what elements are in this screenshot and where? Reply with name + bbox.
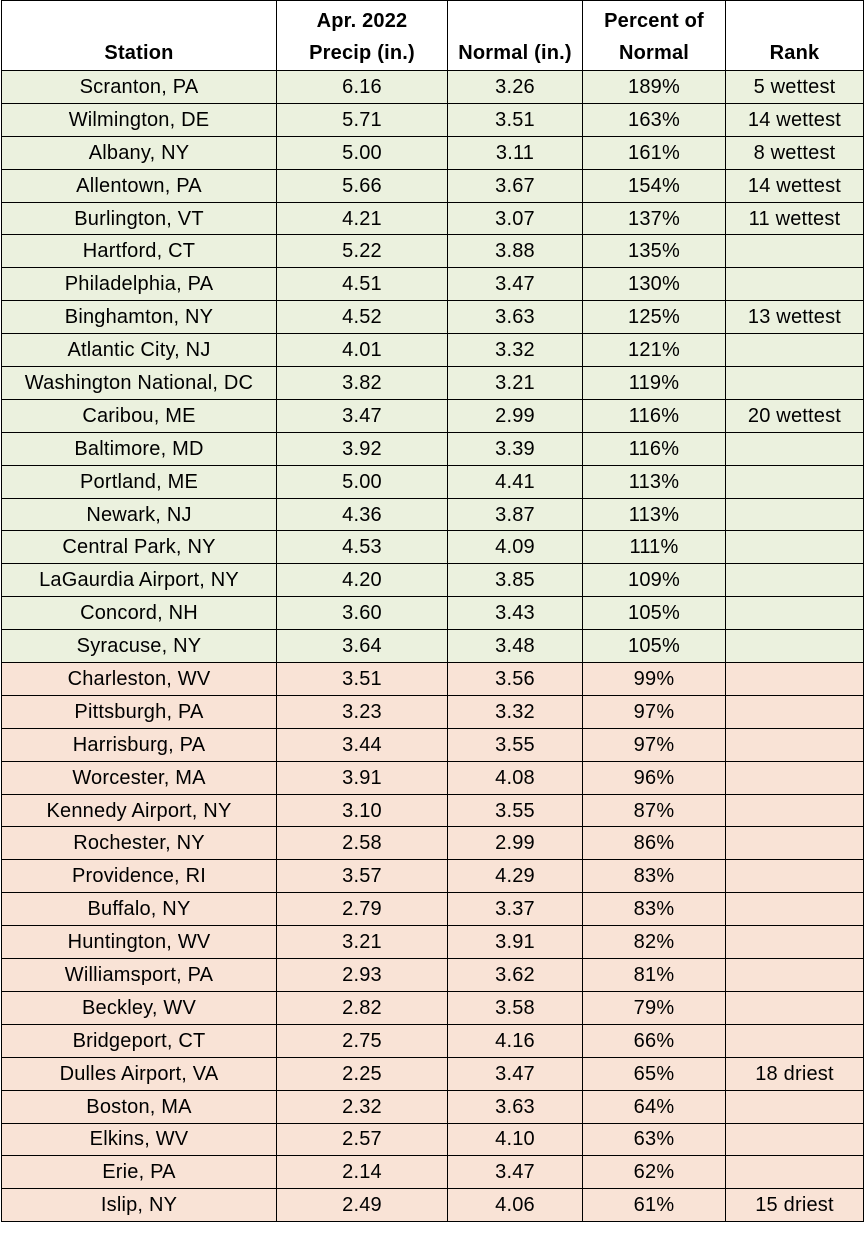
cell-station: Providence, RI bbox=[2, 860, 277, 893]
cell-station: Erie, PA bbox=[2, 1156, 277, 1189]
cell-station: LaGaurdia Airport, NY bbox=[2, 564, 277, 597]
cell-normal: 3.48 bbox=[448, 630, 583, 663]
cell-station: Charleston, WV bbox=[2, 663, 277, 696]
cell-rank bbox=[726, 695, 864, 728]
cell-percent: 97% bbox=[583, 728, 726, 761]
cell-normal: 3.32 bbox=[448, 334, 583, 367]
cell-normal: 3.47 bbox=[448, 1156, 583, 1189]
table-row bbox=[2, 465, 864, 498]
cell-station: Worcester, MA bbox=[2, 761, 277, 794]
cell-normal: 3.43 bbox=[448, 597, 583, 630]
cell-rank bbox=[726, 893, 864, 926]
cell-precip: 3.92 bbox=[277, 432, 448, 465]
cell-rank bbox=[726, 728, 864, 761]
table-row bbox=[2, 663, 864, 696]
cell-precip: 2.25 bbox=[277, 1057, 448, 1090]
cell-precip: 4.51 bbox=[277, 268, 448, 301]
cell-station: Hartford, CT bbox=[2, 235, 277, 268]
cell-precip: 4.21 bbox=[277, 202, 448, 235]
cell-precip: 3.21 bbox=[277, 926, 448, 959]
cell-normal: 3.32 bbox=[448, 695, 583, 728]
cell-percent: 79% bbox=[583, 991, 726, 1024]
cell-percent: 116% bbox=[583, 432, 726, 465]
table-row bbox=[2, 991, 864, 1024]
cell-percent: 97% bbox=[583, 695, 726, 728]
table-row bbox=[2, 926, 864, 959]
cell-percent: 99% bbox=[583, 663, 726, 696]
cell-rank bbox=[726, 1123, 864, 1156]
cell-rank bbox=[726, 235, 864, 268]
table-row bbox=[2, 498, 864, 531]
table-header bbox=[2, 1, 864, 71]
cell-normal: 4.06 bbox=[448, 1189, 583, 1222]
cell-rank: 14 wettest bbox=[726, 169, 864, 202]
cell-precip: 2.49 bbox=[277, 1189, 448, 1222]
cell-precip: 3.91 bbox=[277, 761, 448, 794]
cell-rank: 11 wettest bbox=[726, 202, 864, 235]
cell-precip: 2.32 bbox=[277, 1090, 448, 1123]
cell-station: Rochester, NY bbox=[2, 827, 277, 860]
cell-normal: 2.99 bbox=[448, 399, 583, 432]
cell-precip: 2.75 bbox=[277, 1024, 448, 1057]
cell-station: Buffalo, NY bbox=[2, 893, 277, 926]
cell-precip: 2.82 bbox=[277, 991, 448, 1024]
cell-station: Boston, MA bbox=[2, 1090, 277, 1123]
cell-precip: 3.23 bbox=[277, 695, 448, 728]
cell-precip: 5.00 bbox=[277, 465, 448, 498]
cell-percent: 62% bbox=[583, 1156, 726, 1189]
cell-station: Islip, NY bbox=[2, 1189, 277, 1222]
cell-precip: 4.20 bbox=[277, 564, 448, 597]
cell-normal: 3.39 bbox=[448, 432, 583, 465]
cell-normal: 3.55 bbox=[448, 728, 583, 761]
cell-rank bbox=[726, 959, 864, 992]
header-station bbox=[2, 1, 277, 71]
cell-station: Scranton, PA bbox=[2, 71, 277, 104]
cell-normal: 3.55 bbox=[448, 794, 583, 827]
cell-station: Caribou, ME bbox=[2, 399, 277, 432]
table-row bbox=[2, 1123, 864, 1156]
header-precip bbox=[277, 1, 448, 71]
table-row bbox=[2, 235, 864, 268]
header-rank-label: Rank bbox=[769, 42, 820, 64]
cell-percent: 83% bbox=[583, 893, 726, 926]
cell-normal: 3.47 bbox=[448, 268, 583, 301]
cell-rank bbox=[726, 1024, 864, 1057]
cell-rank bbox=[726, 991, 864, 1024]
cell-station: Binghamton, NY bbox=[2, 301, 277, 334]
cell-rank bbox=[726, 663, 864, 696]
cell-precip: 3.60 bbox=[277, 597, 448, 630]
cell-precip: 3.47 bbox=[277, 399, 448, 432]
cell-rank bbox=[726, 827, 864, 860]
header-precip-line2: Precip (in.) bbox=[309, 42, 415, 64]
cell-normal: 3.51 bbox=[448, 103, 583, 136]
cell-normal: 3.47 bbox=[448, 1057, 583, 1090]
cell-percent: 125% bbox=[583, 301, 726, 334]
table-row bbox=[2, 367, 864, 400]
header-row bbox=[2, 1, 864, 71]
cell-station: Washington National, DC bbox=[2, 367, 277, 400]
cell-percent: 86% bbox=[583, 827, 726, 860]
header-normal bbox=[448, 1, 583, 71]
table-row bbox=[2, 1024, 864, 1057]
header-station-label: Station bbox=[104, 42, 174, 64]
table-row bbox=[2, 136, 864, 169]
cell-precip: 4.01 bbox=[277, 334, 448, 367]
cell-percent: 81% bbox=[583, 959, 726, 992]
cell-rank bbox=[726, 564, 864, 597]
cell-percent: 63% bbox=[583, 1123, 726, 1156]
cell-precip: 3.57 bbox=[277, 860, 448, 893]
cell-rank bbox=[726, 334, 864, 367]
cell-rank bbox=[726, 794, 864, 827]
cell-normal: 3.11 bbox=[448, 136, 583, 169]
cell-precip: 2.79 bbox=[277, 893, 448, 926]
cell-normal: 3.62 bbox=[448, 959, 583, 992]
table-row bbox=[2, 728, 864, 761]
table-row bbox=[2, 959, 864, 992]
cell-normal: 3.56 bbox=[448, 663, 583, 696]
table-row bbox=[2, 1156, 864, 1189]
cell-normal: 3.67 bbox=[448, 169, 583, 202]
cell-station: Huntington, WV bbox=[2, 926, 277, 959]
precipitation-table bbox=[1, 0, 864, 1222]
cell-normal: 3.26 bbox=[448, 71, 583, 104]
cell-rank: 20 wettest bbox=[726, 399, 864, 432]
table-row bbox=[2, 1090, 864, 1123]
cell-percent: 66% bbox=[583, 1024, 726, 1057]
cell-percent: 113% bbox=[583, 498, 726, 531]
table-row bbox=[2, 893, 864, 926]
cell-precip: 4.53 bbox=[277, 531, 448, 564]
cell-normal: 4.16 bbox=[448, 1024, 583, 1057]
cell-station: Burlington, VT bbox=[2, 202, 277, 235]
cell-station: Newark, NJ bbox=[2, 498, 277, 531]
table-row bbox=[2, 761, 864, 794]
cell-rank: 5 wettest bbox=[726, 71, 864, 104]
cell-station: Pittsburgh, PA bbox=[2, 695, 277, 728]
cell-rank bbox=[726, 432, 864, 465]
cell-precip: 5.71 bbox=[277, 103, 448, 136]
cell-rank bbox=[726, 1156, 864, 1189]
cell-precip: 6.16 bbox=[277, 71, 448, 104]
cell-rank bbox=[726, 761, 864, 794]
cell-normal: 3.37 bbox=[448, 893, 583, 926]
cell-rank bbox=[726, 465, 864, 498]
cell-precip: 2.58 bbox=[277, 827, 448, 860]
table-row bbox=[2, 1057, 864, 1090]
table-row bbox=[2, 71, 864, 104]
cell-precip: 4.36 bbox=[277, 498, 448, 531]
cell-normal: 4.41 bbox=[448, 465, 583, 498]
table-row bbox=[2, 1189, 864, 1222]
cell-station: Atlantic City, NJ bbox=[2, 334, 277, 367]
cell-station: Dulles Airport, VA bbox=[2, 1057, 277, 1090]
table-row bbox=[2, 301, 864, 334]
cell-percent: 130% bbox=[583, 268, 726, 301]
cell-percent: 65% bbox=[583, 1057, 726, 1090]
cell-precip: 2.57 bbox=[277, 1123, 448, 1156]
cell-station: Wilmington, DE bbox=[2, 103, 277, 136]
table-row bbox=[2, 794, 864, 827]
cell-precip: 4.52 bbox=[277, 301, 448, 334]
cell-percent: 161% bbox=[583, 136, 726, 169]
table-row bbox=[2, 531, 864, 564]
cell-station: Allentown, PA bbox=[2, 169, 277, 202]
cell-station: Philadelphia, PA bbox=[2, 268, 277, 301]
cell-percent: 113% bbox=[583, 465, 726, 498]
cell-rank bbox=[726, 1090, 864, 1123]
cell-precip: 5.00 bbox=[277, 136, 448, 169]
cell-normal: 3.21 bbox=[448, 367, 583, 400]
cell-normal: 3.91 bbox=[448, 926, 583, 959]
cell-percent: 82% bbox=[583, 926, 726, 959]
cell-station: Bridgeport, CT bbox=[2, 1024, 277, 1057]
cell-percent: 64% bbox=[583, 1090, 726, 1123]
cell-percent: 135% bbox=[583, 235, 726, 268]
header-rank bbox=[726, 1, 864, 71]
cell-percent: 121% bbox=[583, 334, 726, 367]
cell-station: Elkins, WV bbox=[2, 1123, 277, 1156]
cell-precip: 2.93 bbox=[277, 959, 448, 992]
cell-precip: 3.64 bbox=[277, 630, 448, 663]
header-percent-line2: Normal bbox=[618, 42, 690, 64]
cell-rank bbox=[726, 268, 864, 301]
cell-normal: 3.87 bbox=[448, 498, 583, 531]
cell-precip: 3.51 bbox=[277, 663, 448, 696]
table-row bbox=[2, 103, 864, 136]
cell-precip: 5.22 bbox=[277, 235, 448, 268]
cell-normal: 3.88 bbox=[448, 235, 583, 268]
cell-station: Albany, NY bbox=[2, 136, 277, 169]
cell-percent: 87% bbox=[583, 794, 726, 827]
cell-rank: 8 wettest bbox=[726, 136, 864, 169]
cell-rank bbox=[726, 926, 864, 959]
header-percent-line1: Percent of bbox=[604, 10, 704, 32]
table-row bbox=[2, 432, 864, 465]
cell-normal: 2.99 bbox=[448, 827, 583, 860]
header-normal-label: Normal (in.) bbox=[458, 42, 572, 64]
cell-normal: 4.08 bbox=[448, 761, 583, 794]
cell-station: Baltimore, MD bbox=[2, 432, 277, 465]
cell-normal: 3.07 bbox=[448, 202, 583, 235]
cell-percent: 105% bbox=[583, 597, 726, 630]
cell-percent: 111% bbox=[583, 531, 726, 564]
table-row bbox=[2, 597, 864, 630]
cell-station: Kennedy Airport, NY bbox=[2, 794, 277, 827]
cell-normal: 4.10 bbox=[448, 1123, 583, 1156]
cell-rank: 13 wettest bbox=[726, 301, 864, 334]
cell-rank bbox=[726, 367, 864, 400]
cell-rank bbox=[726, 860, 864, 893]
cell-percent: 109% bbox=[583, 564, 726, 597]
table-row bbox=[2, 564, 864, 597]
cell-rank: 18 driest bbox=[726, 1057, 864, 1090]
cell-rank: 14 wettest bbox=[726, 103, 864, 136]
cell-percent: 83% bbox=[583, 860, 726, 893]
cell-rank: 15 driest bbox=[726, 1189, 864, 1222]
cell-percent: 163% bbox=[583, 103, 726, 136]
cell-normal: 3.63 bbox=[448, 1090, 583, 1123]
cell-station: Harrisburg, PA bbox=[2, 728, 277, 761]
table-row bbox=[2, 630, 864, 663]
cell-percent: 189% bbox=[583, 71, 726, 104]
cell-precip: 2.14 bbox=[277, 1156, 448, 1189]
cell-percent: 154% bbox=[583, 169, 726, 202]
cell-station: Syracuse, NY bbox=[2, 630, 277, 663]
cell-precip: 3.44 bbox=[277, 728, 448, 761]
cell-precip: 3.82 bbox=[277, 367, 448, 400]
table-row bbox=[2, 695, 864, 728]
cell-percent: 96% bbox=[583, 761, 726, 794]
table-row bbox=[2, 202, 864, 235]
cell-rank bbox=[726, 630, 864, 663]
table-row bbox=[2, 860, 864, 893]
table-row bbox=[2, 399, 864, 432]
cell-precip: 5.66 bbox=[277, 169, 448, 202]
cell-normal: 3.58 bbox=[448, 991, 583, 1024]
cell-normal: 4.09 bbox=[448, 531, 583, 564]
table-row bbox=[2, 827, 864, 860]
cell-percent: 137% bbox=[583, 202, 726, 235]
header-percent bbox=[583, 1, 726, 71]
cell-normal: 3.85 bbox=[448, 564, 583, 597]
table-row bbox=[2, 268, 864, 301]
cell-percent: 61% bbox=[583, 1189, 726, 1222]
header-precip-line1: Apr. 2022 bbox=[316, 10, 408, 32]
cell-rank bbox=[726, 597, 864, 630]
cell-station: Beckley, WV bbox=[2, 991, 277, 1024]
cell-normal: 3.63 bbox=[448, 301, 583, 334]
table-row bbox=[2, 334, 864, 367]
table-row bbox=[2, 169, 864, 202]
cell-precip: 3.10 bbox=[277, 794, 448, 827]
cell-normal: 4.29 bbox=[448, 860, 583, 893]
cell-rank bbox=[726, 531, 864, 564]
table-body bbox=[2, 71, 864, 1222]
cell-station: Portland, ME bbox=[2, 465, 277, 498]
cell-station: Central Park, NY bbox=[2, 531, 277, 564]
cell-percent: 105% bbox=[583, 630, 726, 663]
cell-station: Concord, NH bbox=[2, 597, 277, 630]
cell-percent: 119% bbox=[583, 367, 726, 400]
cell-station: Williamsport, PA bbox=[2, 959, 277, 992]
cell-rank bbox=[726, 498, 864, 531]
cell-percent: 116% bbox=[583, 399, 726, 432]
